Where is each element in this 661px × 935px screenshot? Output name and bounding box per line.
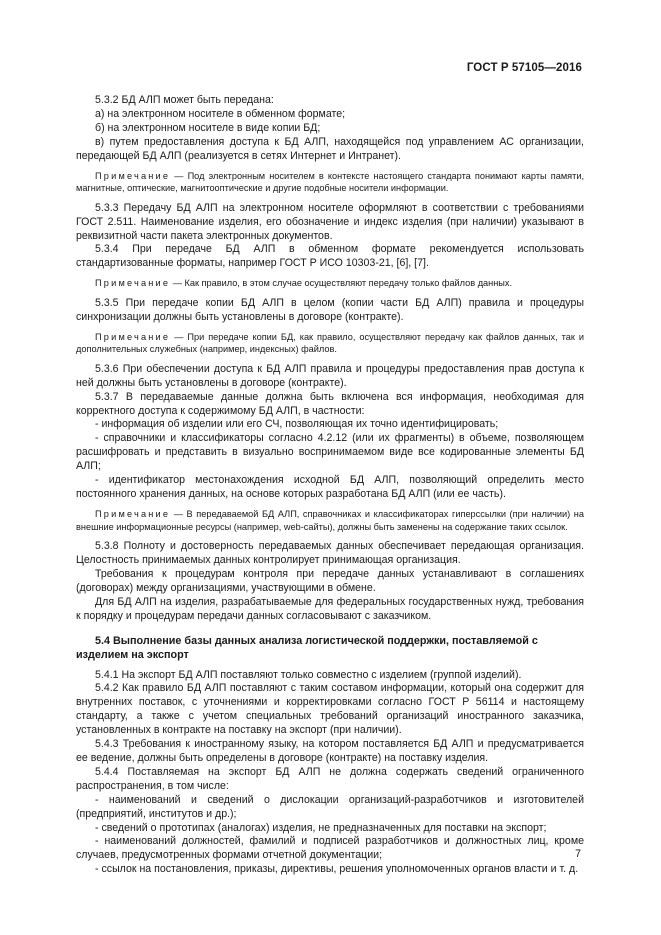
clause-5-3-5: 5.3.5 При передаче копии БД АЛП в целом (копии части БД АЛП) правила и процедуры синхронизации должны быть установлены в договоре (контракте). (76, 296, 584, 323)
clause-5-4-3: 5.4.3 Требования к иностранному языку, на котором поставляется БД АЛП и предусматривается ее ведение, должны быть определены в договоре (контракте) на поставку изделия. (76, 738, 584, 764)
document-header: ГОСТ Р 57105—2016 (466, 62, 582, 74)
note-label: Примечание (95, 331, 171, 342)
clause-5-4-4: 5.4.4 Поставляемая на экспорт БД АЛП не должна содержать сведений ограниченного распространения, в том числе: (76, 765, 584, 792)
paragraph: Для БД АЛП на изделия, разрабатываемые для федеральных государственных нужд, требования к порядку и процедурам передачи данных согласовывают с заказчиком. (76, 595, 584, 622)
list-item: - сведений о прототипах (аналогах) изделия, не предназначенных для поставки на экспорт; (95, 821, 547, 834)
note-label: Примечание (95, 170, 171, 181)
list-item: - идентификатор местонахождения исходной БД АЛП, позволяющий определить место постоянного хранения данных, на основе которых разработана БД АЛП (или ее часть). (76, 474, 584, 500)
paragraph: Требования к процедурам контроля при передаче данных устанавливают в соглашениях (договорах) между организациями, участвующими в обмене. (76, 567, 584, 594)
page-number: 7 (575, 848, 581, 860)
note (76, 170, 584, 195)
list-item: в) путем предоставления доступа к БД АЛП, находящейся под управлением АС организации, передающей БД АЛП (реализуется в сетях Интернет и Интранет). (76, 135, 584, 162)
note-text: — В передаваемой БД АЛП, справочниках и классификаторах гиперссылки (при наличии) на внешние информационные ресурсы (например, web-сайты), должны быть заменены на содержание таких ссылок. (76, 508, 584, 532)
note-label: Примечание (95, 278, 171, 289)
clause-5-3-6: 5.3.6 При обеспечении доступа к БД АЛП правила и процедуры предоставления прав доступа к ней должны быть установлены в договоре (контракте). (76, 362, 584, 389)
section-heading-5-4: 5.4 Выполнение базы данных анализа логистической поддержки, поставляемой с изделием на экспорт (76, 634, 538, 661)
list-item: - наименований должностей, фамилий и подписей разработчиков и должностных лиц, кроме случаев, предусмотренных формами отчетной документации; (76, 835, 584, 862)
list-item: - информация об изделии или его СЧ, позволяющая их точно идентифицировать; (95, 418, 499, 431)
list-item: б) на электронном носителе в виде копии БД; (95, 121, 321, 134)
note (76, 331, 584, 356)
clause-5-3-2: 5.3.2 БД АЛП может быть передана: (95, 94, 274, 106)
clause-5-3-8: 5.3.8 Полноту и достоверность передаваемых данных обеспечивает передающая организация. Целостность принимаемых данных контролирует принимающая организация. (76, 540, 584, 566)
note (76, 508, 584, 533)
note-text: — При передаче копии БД, как правило, осуществляют передачу как файлов данных, так и дополнительных служебных (например, индексных) файлов. (76, 331, 584, 355)
clause-5-3-7: 5.3.7 В передаваемые данные должна быть включена вся информация, необходимая для корректного доступа к содержимому БД АЛП, в частности: (76, 390, 584, 417)
note-text: — Как правило, в этом случае осуществляют передачу только файлов данных. (172, 278, 513, 289)
clause-5-4-2: 5.4.2 Как правило БД АЛП поставляют с таким составом информации, который она содержит для внутренних поставок, с уточнениями и корректировками согласно ГОСТ Р 56114 и настоящему стандарту, а также с учетом специальных требований организаций иностранного заказчика, установленных в контракте на поставку на экспорт (при наличии). (76, 682, 584, 737)
note-label: Примечание (95, 508, 171, 519)
document-body (76, 94, 584, 877)
note (76, 277, 584, 290)
note-text: — Под электронным носителем в контексте настоящего стандарта понимают карты памяти, магнитные, оптические, магнитооптические и другие подобные носители информации. (76, 170, 585, 194)
clause-5-3-3: 5.3.3 Передачу БД АЛП на электронном носителе оформляют в соответствии с требованиями ГОСТ 2.511. Наименование изделия, его обозначение и индекс изделия (при наличии) указывают в реквизитной части пакета электронных документов. (76, 201, 584, 242)
list-item: - наименований и сведений о дислокации организаций-разработчиков и изготовителей (предприятий, институтов и др.); (76, 793, 584, 820)
list-item: - справочники и классификаторы согласно 4.2.12 (или их фрагменты) в объеме, позволяющем расшифровать и представить в визуально воспринимаемом виде все кодированные элементы БД АЛП; (76, 432, 584, 473)
clause-5-3-4: 5.3.4 При передаче БД АЛП в обменном формате рекомендуется использовать стандартизованные форматы, например ГОСТ Р ИСО 10303-21, [6], [7]. (76, 243, 584, 270)
list-item: - ссылок на постановления, приказы, директивы, решения уполномоченных органов власти и т. д. (95, 863, 579, 876)
clause-5-4-1: 5.4.1 На экспорт БД АЛП поставляют только совместно с изделием (группой изделий). (95, 668, 522, 681)
list-item: а) на электронном носителе в обменном формате; (95, 107, 346, 120)
